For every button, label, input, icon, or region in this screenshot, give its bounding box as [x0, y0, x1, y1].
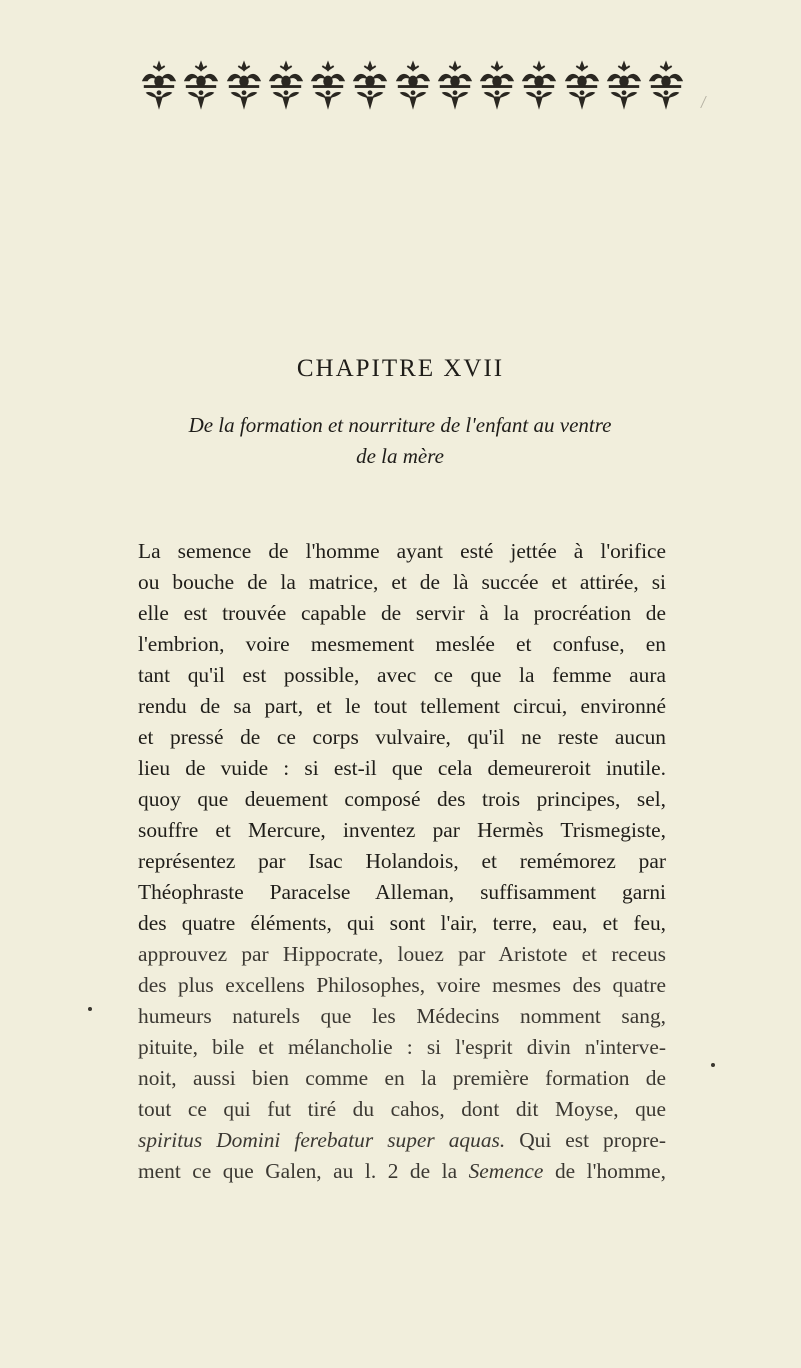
text-fragment: Qui est propre-	[505, 1128, 666, 1152]
ornament-band	[140, 56, 685, 118]
fleuron-ornament	[478, 58, 516, 116]
text-line: souffre et Mercure, inventez par Hermès Trismegiste,	[138, 818, 666, 842]
subtitle-line: de la mère	[356, 444, 444, 468]
text-line: tant qu'il est possible, avec ce que la femme aura	[138, 663, 666, 687]
text-line: elle est trouvée capable de servir à la procréation de	[138, 601, 666, 625]
chapter-title: CHAPITRE XVII	[296, 355, 505, 382]
text-line: des plus excellens Philosophes, voire mesmes des quatre	[138, 973, 666, 997]
text-line: tout ce qui fut tiré du cahos, dont dit Moyse, que	[138, 1097, 666, 1121]
stray-ink-mark	[700, 96, 713, 108]
fleuron-ornament	[309, 58, 347, 116]
text-line: et pressé de ce corps vulvaire, qu'il ne reste aucun	[138, 725, 666, 749]
text-line: La semence de l'homme ayant esté jettée à l'orifice	[138, 539, 666, 563]
text-line: représentez par Isac Holandois, et remémorez par	[138, 849, 666, 873]
fleuron-ornament	[647, 58, 685, 116]
fleuron-ornament	[520, 58, 558, 116]
fleuron-ornament	[351, 58, 389, 116]
text-fragment: de l'homme,	[543, 1159, 666, 1183]
fleuron-ornament	[563, 58, 601, 116]
text-line: rendu de sa part, et le tout tellement circui, environné	[138, 694, 666, 718]
body-paragraph	[138, 536, 666, 1187]
fleuron-ornament	[140, 58, 178, 116]
text-line: ou bouche de la matrice, et de là succée et attirée, si	[138, 570, 666, 594]
book-title: Semence	[468, 1159, 544, 1183]
fleuron-ornament	[436, 58, 474, 116]
fleuron-ornament	[605, 58, 643, 116]
margin-mark	[711, 1063, 715, 1067]
text-line	[138, 1156, 666, 1187]
text-line: approuvez par Hippocrate, louez par Aristote et receus	[138, 942, 666, 966]
fleuron-ornament	[225, 58, 263, 116]
text-line: pituite, bile et mélancholie : si l'esprit divin n'interve-	[138, 1035, 666, 1059]
text-line: quoy que deuement composé des trois principes, sel,	[138, 787, 666, 811]
text-fragment: ment ce que Galen, au l. 2 de la	[138, 1159, 469, 1183]
text-line: humeurs naturels que les Médecins nomment sang,	[138, 1004, 666, 1028]
text-line: noit, aussi bien comme en la première formation de	[138, 1066, 666, 1090]
text-line	[138, 1125, 666, 1156]
text-line: lieu de vuide : si est-il que cela demeureroit inutile.	[138, 756, 666, 780]
margin-mark	[88, 1007, 92, 1011]
latin-quote: spiritus Domini ferebatur super aquas.	[138, 1128, 506, 1152]
text-line: Théophraste Paracelse Alleman, suffisamment garni	[138, 880, 666, 904]
subtitle-line: De la formation et nourriture de l'enfant au ventre	[188, 413, 612, 437]
fleuron-ornament	[394, 58, 432, 116]
text-line: des quatre éléments, qui sont l'air, terre, eau, et feu,	[138, 911, 666, 935]
fleuron-ornament	[267, 58, 305, 116]
text-line: l'embrion, voire mesmement meslée et confuse, en	[138, 632, 666, 656]
chapter-subtitle	[110, 410, 690, 472]
fleuron-ornament	[182, 58, 220, 116]
